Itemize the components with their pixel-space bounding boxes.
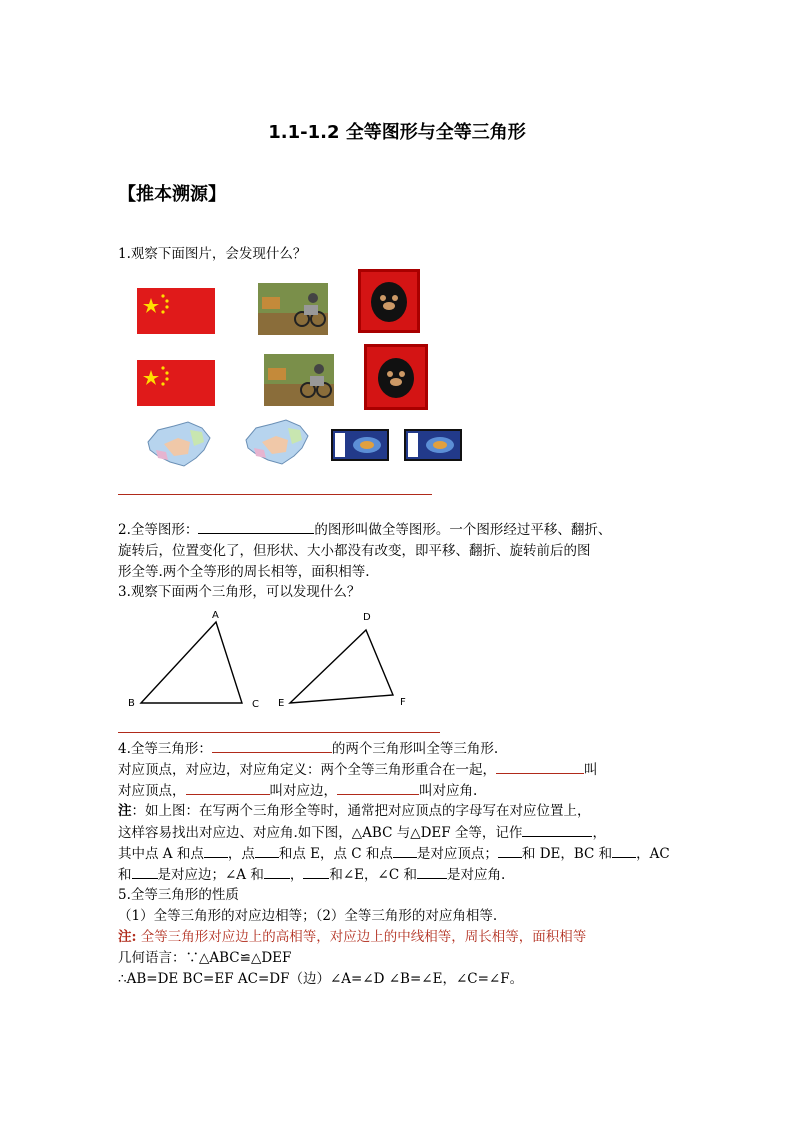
fill-blank[interactable] [612, 843, 636, 858]
question-4-line1: 4.全等三角形： 的两个三角形叫全等三角形. [118, 738, 498, 759]
fill-blank[interactable] [337, 780, 419, 795]
geometry-conclusion: ∴AB=DE BC=EF AC=DF（边）∠A=∠D ∠B=∠E，∠C=∠F。 [118, 971, 524, 987]
fill-blank[interactable] [303, 864, 329, 879]
fill-blank[interactable] [522, 822, 592, 837]
note-line2: 这样容易找出对应边、对应角.如下图，△ABC 与△DEF 全等，记作 ， [118, 822, 606, 843]
fill-blank[interactable] [204, 843, 228, 858]
note-label: 注 [118, 803, 132, 819]
fill-blank[interactable] [212, 738, 332, 753]
question-5-heading: 5.全等三角形的性质 [118, 887, 239, 903]
section-heading: 【推本溯源】 [118, 184, 226, 205]
question-2-line3: 形全等.两个全等形的周长相等，面积相等. [118, 564, 370, 580]
vertex-c: C [252, 699, 259, 710]
motorcycle-photo-icon [264, 354, 334, 406]
china-map-icon [144, 420, 214, 468]
china-map-icon [242, 418, 312, 466]
answer-line [118, 494, 432, 495]
fill-blank[interactable] [132, 864, 158, 879]
vertex-e: E [278, 698, 285, 709]
question-4-line3: 对应顶点， 叫对应边， 叫对应角. [118, 780, 477, 801]
triangle-def [290, 630, 393, 703]
vertex-a: A [212, 610, 219, 621]
triangle-abc [141, 622, 242, 703]
monkey-stamp-icon [364, 344, 428, 410]
china-flag-icon [137, 360, 215, 406]
fill-blank[interactable] [393, 843, 417, 858]
note-line3: 其中点 A 和点 ，点 和点 E，点 C 和点 是对应顶点； 和 DE，BC 和 ，AC [118, 843, 670, 864]
note-line4: 和 是对应边；∠A 和 ， 和∠E，∠C 和 是对应角. [118, 864, 505, 885]
vertex-f: F [400, 697, 406, 708]
fill-blank[interactable] [496, 759, 584, 774]
note-line1: 注：如上图：在写两个三角形全等时，通常把对应顶点的字母写在对应位置上， [118, 803, 591, 819]
question-3: 3.观察下面两个三角形，可以发现什么？ [118, 584, 361, 600]
page-title: 1.1-1.2 全等图形与全等三角形 [268, 122, 526, 143]
monkey-stamp-icon [358, 269, 420, 333]
stamp-ticket-icon [331, 429, 389, 461]
geometry-language: 几何语言：∵△ABC≌△DEF [118, 950, 292, 966]
stamp-ticket-icon [404, 429, 462, 461]
china-flag-icon [137, 288, 215, 334]
triangles-figure [118, 606, 428, 716]
fill-blank[interactable] [498, 843, 522, 858]
question-4-line2: 对应顶点，对应边，对应角定义：两个全等三角形重合在一起， 叫 [118, 759, 598, 780]
flag-stars [137, 360, 215, 406]
fill-blank[interactable] [255, 843, 279, 858]
note-label: 注: [118, 929, 137, 945]
question-5-note: 注: 全等三角形对应边上的高相等，对应边上的中线相等，周长相等，面积相等 [118, 929, 587, 945]
motorcycle-photo-icon [258, 283, 328, 335]
question-2-line2: 旋转后，位置变化了，但形状、大小都没有改变，即平移、翻折、旋转前后的图 [118, 543, 591, 559]
vertex-b: B [128, 698, 135, 709]
fill-blank[interactable] [417, 864, 447, 879]
fill-blank[interactable] [264, 864, 290, 879]
fill-blank[interactable] [198, 519, 314, 534]
question-2-line1: 2.全等图形： 的图形叫做全等图形。一个图形经过平移、翻折、 [118, 519, 611, 540]
fill-blank[interactable] [186, 780, 270, 795]
question-5-line1: （1）全等三角形的对应边相等；（2）全等三角形的对应角相等. [118, 908, 498, 924]
question-1: 1.观察下面图片，会发现什么？ [118, 246, 307, 262]
flag-stars [137, 288, 215, 334]
vertex-d: D [363, 612, 371, 623]
answer-line [118, 732, 440, 733]
